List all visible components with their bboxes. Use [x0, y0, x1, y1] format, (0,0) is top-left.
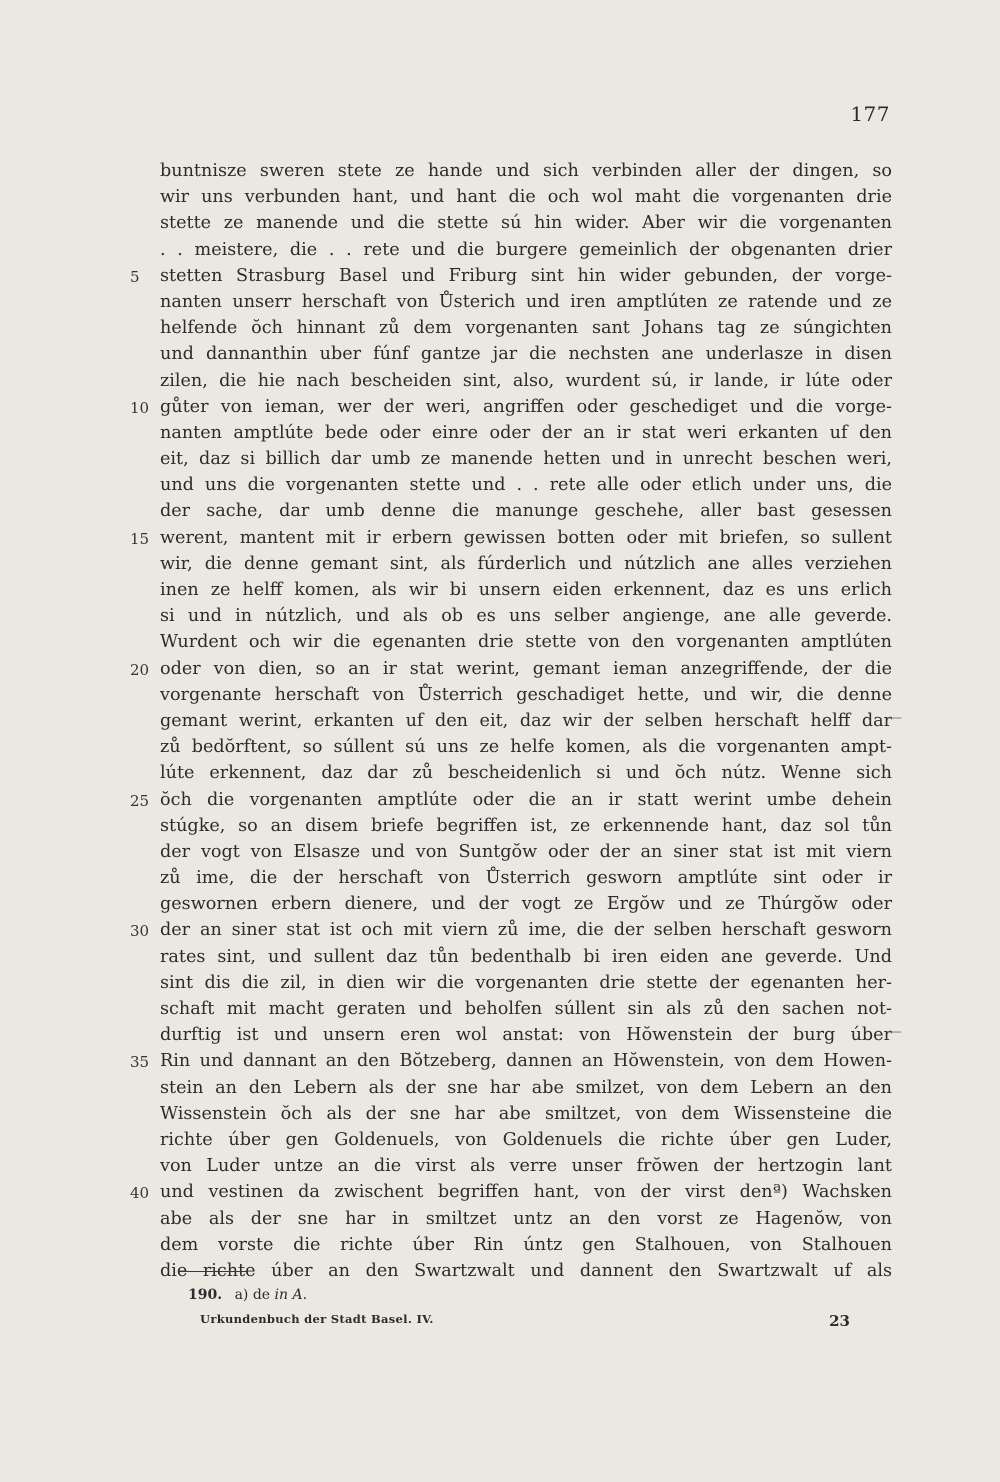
- line-number: 15: [130, 529, 150, 548]
- text-line: [160, 551, 892, 577]
- line-text: nanten amptlúte bede oder einre oder der an ir stat weri erkanten uf den: [160, 422, 892, 443]
- footnote-text: a) de: [234, 1287, 271, 1303]
- text-line: [130, 787, 892, 813]
- text-line: [130, 1179, 892, 1205]
- line-text: werent, mantent mit ir erbern gewissen botten oder mit briefen, so sullent: [160, 527, 892, 548]
- text-line: [160, 708, 902, 734]
- line-text: stein an den Lebern als der sne har abe smilzet, von dem Lebern an den: [160, 1077, 892, 1098]
- text-line: [160, 341, 892, 367]
- text-line: [160, 1153, 892, 1179]
- footnote-divider: [178, 1271, 248, 1272]
- body-text: [130, 158, 902, 1284]
- line-text: vorgenante herschaft von Ůsterrich geschadiget hette, und wir, die denne: [160, 684, 892, 705]
- line-number: 5: [130, 267, 140, 286]
- line-text: lúte erkennent, daz dar zů bescheidenlich si und ŏch nútz. Wenne sich: [160, 763, 892, 784]
- line-text: rates sint, und sullent daz tůn bedenthalb bi iren eiden ane geverde. Und: [160, 946, 892, 967]
- line-text: richte úber gen Goldenuels, von Goldenuels die richte úber gen Luder,: [160, 1129, 892, 1150]
- text-line: [160, 629, 892, 655]
- text-line: [160, 446, 892, 472]
- text-line: [130, 263, 892, 289]
- line-number: 30: [130, 922, 150, 941]
- line-text: und vestinen da zwischent begriffen hant, von der virst denª) Wachsken: [160, 1182, 892, 1203]
- line-text: stetten Strasburg Basel und Friburg sint hin wider gebunden, der vorge-: [160, 265, 892, 286]
- text-line: [160, 1101, 892, 1127]
- page-number: 177: [850, 102, 890, 126]
- line-text: der sache, dar umb denne die manunge geschehe, aller bast gesessen: [160, 501, 892, 522]
- text-line: [160, 944, 892, 970]
- line-text: geswornen erbern dienere, und der vogt ze Ergŏw und ze Thúrgŏw oder: [160, 894, 892, 915]
- line-text: buntnisze sweren stete ze hande und sich verbinden aller der dingen, so: [160, 161, 892, 181]
- text-line: [160, 1258, 892, 1284]
- line-text: gemant werint, erkanten uf den eit, daz wir der selben herschaft helff dar: [160, 710, 892, 731]
- line-text: stúgke, so an disem briefe begriffen ist, ze erkennende hant, daz sol tůn: [160, 815, 892, 836]
- footnote-number: 190.: [188, 1287, 223, 1303]
- line-text: inen ze helff komen, als wir bi unsern eiden erkennent, daz es uns erlich: [160, 580, 892, 600]
- line-text: wir, die denne gemant sint, als fúrderlich und nútzlich ane alles verziehen: [160, 553, 892, 574]
- text-line: [160, 577, 892, 603]
- text-line: [160, 315, 892, 341]
- line-number: 40: [130, 1184, 150, 1203]
- line-text: zů ime, die der herschaft von Ůsterrich gesworn amptlúte sint oder ir: [160, 868, 892, 889]
- footnote-source: in A.: [274, 1287, 308, 1303]
- footnote: [188, 1287, 307, 1303]
- line-text: wir uns verbunden hant, und hant die och wol maht die vorgenanten drie: [160, 187, 892, 208]
- line-number: 35: [130, 1053, 150, 1072]
- text-line: [160, 498, 892, 524]
- text-line: [160, 1232, 892, 1258]
- text-line: [160, 210, 892, 236]
- text-line: [160, 682, 892, 708]
- line-text: schaft mit macht geraten und beholfen súllent sin als zů den sachen not-: [160, 999, 892, 1019]
- text-line: [130, 1048, 892, 1074]
- text-line: [160, 1022, 902, 1048]
- text-line: [160, 1127, 892, 1153]
- line-text: zilen, die hie nach bescheiden sint, also, wurdent sú, ir lande, ir lúte oder: [160, 370, 892, 391]
- text-line: [160, 734, 892, 760]
- text-line: [160, 237, 892, 263]
- text-line: [160, 760, 892, 786]
- line-text: die richte úber an den Swartzwalt und dannent den Swartzwalt uf als: [160, 1260, 892, 1281]
- line-text: Rin und dannant an den Bŏtzeberg, dannen an Hŏwenstein, von dem Howen-: [160, 1051, 892, 1072]
- line-text: ŏch die vorgenanten amptlúte oder die an ir statt werint umbe dehein: [160, 789, 892, 810]
- series-title: Urkundenbuch der Stadt Basel. IV.: [200, 1312, 434, 1326]
- line-number: 20: [130, 660, 150, 679]
- text-line: [130, 917, 892, 943]
- line-text: nanten unserr herschaft von Ůsterich und iren amptlúten ze ratende und ze: [160, 291, 892, 312]
- line-text: helfende ŏch hinnant zů dem vorgenanten sant Johans tag ze súngichten: [160, 318, 892, 339]
- text-line: [160, 1075, 892, 1101]
- line-text: von Luder untze an die virst als verre unser frŏwen der hertzogin lant: [160, 1156, 892, 1177]
- text-line: [160, 158, 892, 184]
- line-number: 25: [130, 791, 150, 810]
- text-line: [160, 996, 892, 1022]
- text-line: [160, 603, 892, 629]
- text-line: [160, 865, 892, 891]
- text-line: [160, 970, 892, 996]
- line-number: 10: [130, 398, 150, 417]
- text-line: [160, 289, 892, 315]
- line-text: zů bedŏrftent, so súllent sú uns ze helfe komen, als die vorgenanten ampt-: [160, 737, 892, 758]
- line-text: der vogt von Elsasze und von Suntgŏw oder der an siner stat ist mit viern: [160, 841, 892, 862]
- line-text: und uns die vorgenanten stette und . . rete alle oder etlich under uns, die: [160, 475, 892, 496]
- line-text: si und in nútzlich, und als ob es uns selber angienge, ane alle geverde.: [160, 606, 892, 627]
- text-line: [160, 368, 892, 394]
- line-text: eit, daz si billich dar umb ze manende hetten und in unrecht beschen weri,: [160, 449, 892, 470]
- text-line: [160, 472, 892, 498]
- line-text: abe als der sne har in smiltzet untz an den vorst ze Hagenŏw, von: [160, 1208, 892, 1229]
- line-text: der an siner stat ist och mit viern zů ime, die der selben herschaft gesworn: [160, 920, 892, 941]
- line-text: oder von dien, so an ir stat werint, gemant ieman anzegriffende, der die: [160, 658, 892, 679]
- line-text: durftig ist und unsern eren wol anstat: von Hŏwenstein der burg úber: [160, 1025, 892, 1046]
- text-line: [160, 1206, 892, 1232]
- line-text: Wissenstein ŏch als der sne har abe smiltzet, von dem Wissensteine die: [160, 1103, 892, 1124]
- text-line: [130, 394, 892, 420]
- text-line: [160, 891, 892, 917]
- line-text: stette ze manende und die stette sú hin wider. Aber wir die vorgenanten: [160, 213, 892, 234]
- text-line: [160, 813, 892, 839]
- line-text: sint dis die zil, in dien wir die vorgenanten drie stette der egenanten her-: [160, 972, 892, 993]
- text-line: [160, 184, 892, 210]
- text-line: [160, 420, 892, 446]
- margin-mark: —: [888, 1024, 902, 1041]
- sheet-signature: 23: [829, 1312, 850, 1330]
- line-text: dem vorste die richte úber Rin úntz gen Stalhouen, von Stalhouen: [160, 1234, 892, 1255]
- text-line: [130, 656, 892, 682]
- line-text: . . meistere, die . . rete und die burgere gemeinlich der obgenanten drier: [160, 239, 892, 260]
- text-line: [130, 525, 892, 551]
- margin-mark: —: [888, 709, 902, 726]
- text-line: [160, 839, 892, 865]
- line-text: und dannanthin uber fúnf gantze jar die nechsten ane underlasze in disen: [160, 344, 892, 365]
- line-text: gůter von ieman, wer der weri, angriffen oder geschediget und die vorge-: [160, 396, 892, 417]
- line-text: Wurdent och wir die egenanten drie stette von den vorgenanten amptlúten: [160, 632, 892, 653]
